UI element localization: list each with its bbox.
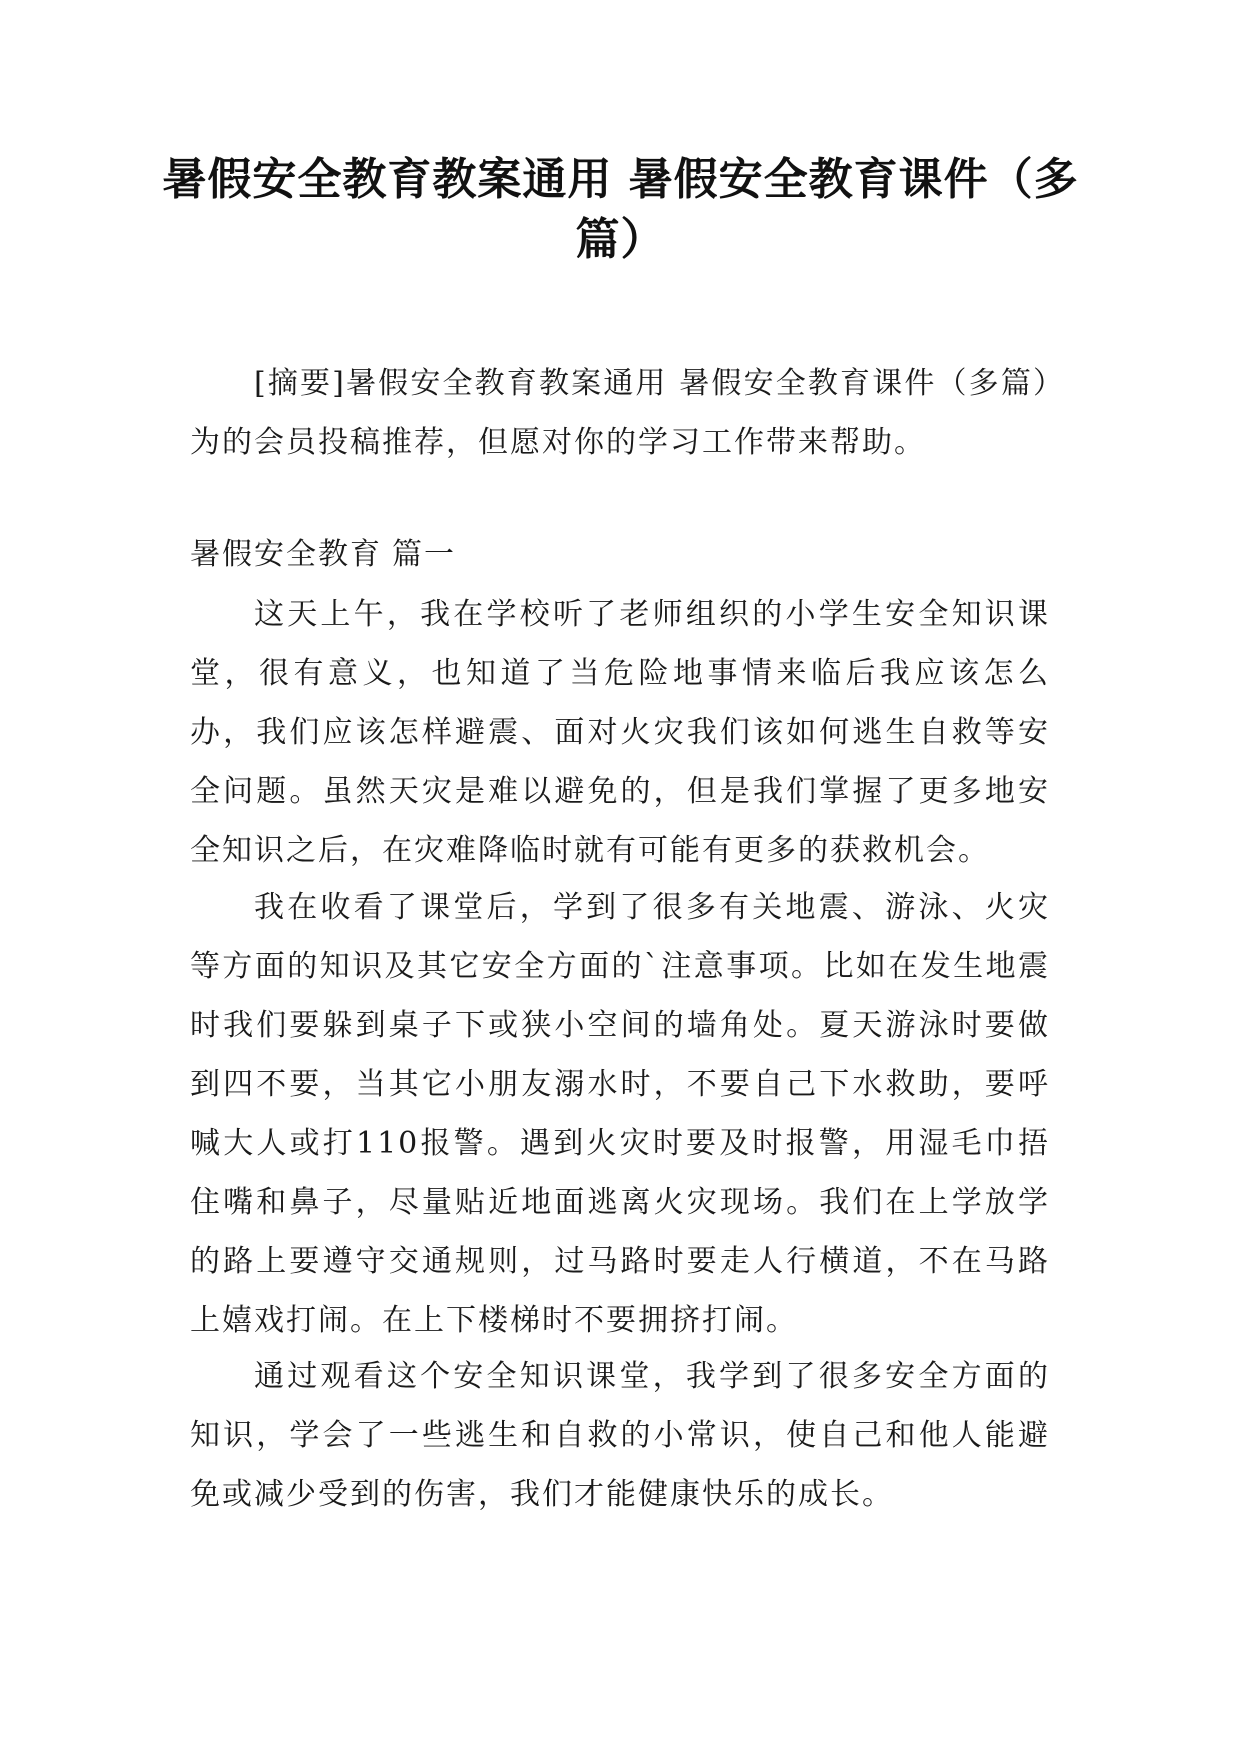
section-name: 暑假安全教育 (190, 537, 382, 572)
section-heading (190, 533, 456, 577)
body-paragraph-3: 通过观看这个安全知识课堂，我学到了很多安全方面的知识，学会了一些逃生和自救的小常识，使自己和他人能避免或减少受到的伤害，我们才能健康快乐的成长。 (190, 1359, 1050, 1512)
document-title: 暑假安全教育教案通用 暑假安全教育课件（多篇） (162, 154, 1079, 265)
section-part: 篇一 (392, 537, 456, 572)
summary-paragraph: [摘要]暑假安全教育教案通用 暑假安全教育课件（多篇）为的会员投稿推荐，但愿对你的学习工作带来帮助。 (190, 366, 1050, 460)
body-paragraph-2: 我在收看了课堂后，学到了很多有关地震、游泳、火灾等方面的知识及其它安全方面的`注意事项。比如在发生地震时我们要躲到桌子下或狭小空间的墙角处。夏天游泳时要做到四不要，当其它小朋友溺水时，不要自己下水救助，要呼喊大人或打110报警。遇到火灾时要及时报警，用湿毛巾捂住嘴和鼻子，尽量贴近地面逃离火灾现场。我们在上学放学的路上要遵守交通规则，过马路时要走人行横道，不在马路上嬉戏打闹。在上下楼梯时不要拥挤打闹。 (190, 890, 1050, 1338)
body-paragraph-1: 这天上午，我在学校听了老师组织的小学生安全知识课堂，很有意义，也知道了当危险地事情来临后我应该怎么办，我们应该怎样避震、面对火灾我们该如何逃生自救等安全问题。虽然天灾是难以避免的，但是我们掌握了更多地安全知识之后，在灾难降临时就有可能有更多的获救机会。 (190, 597, 1050, 868)
